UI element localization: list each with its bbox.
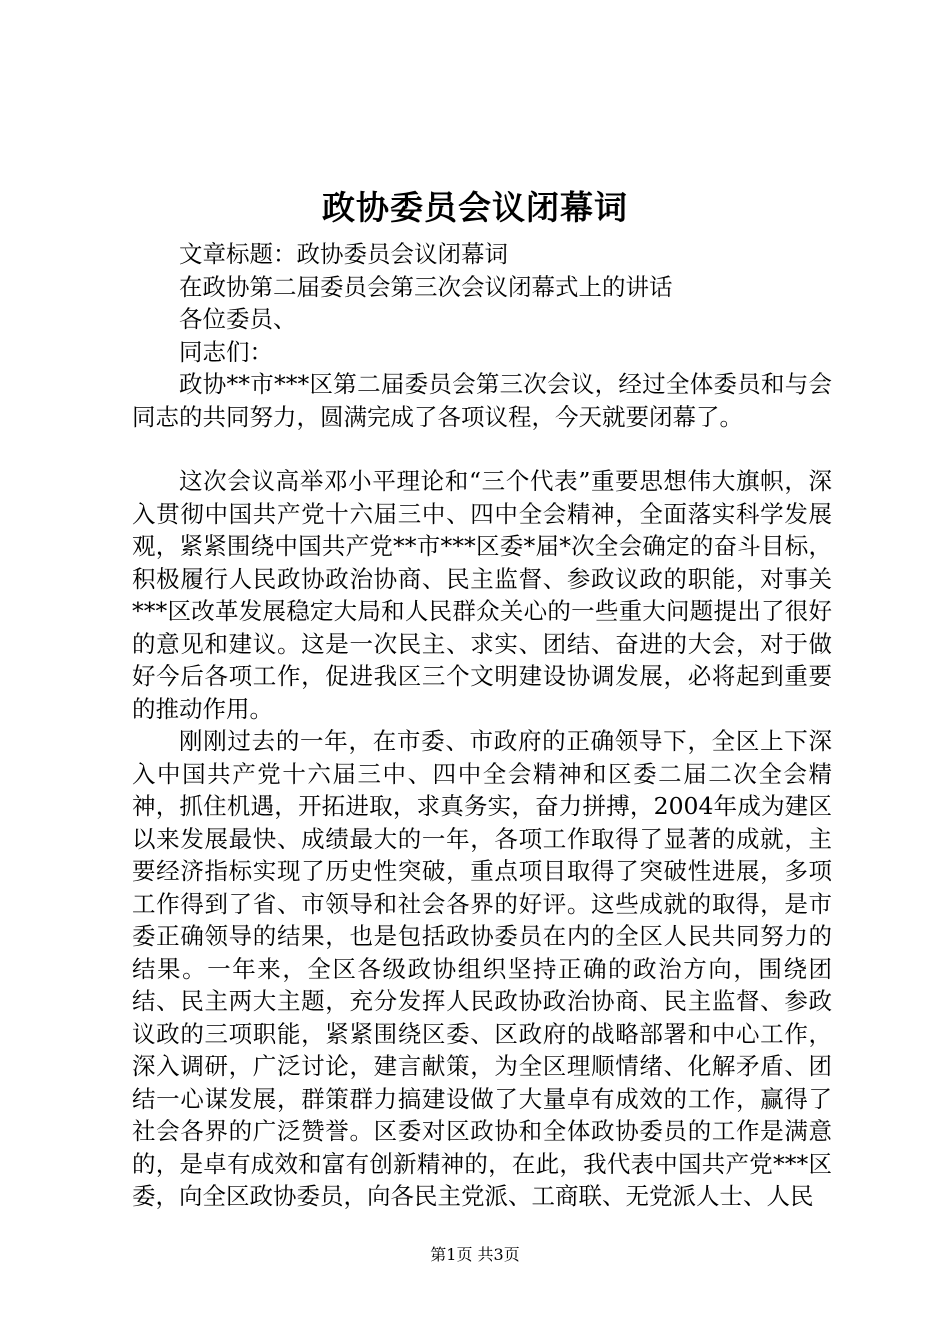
document-title: 政协委员会议闭幕词 <box>322 188 628 227</box>
article-title-line: 文章标题：政协委员会议闭幕词 <box>179 240 508 268</box>
salutation-comrades: 同志们： <box>179 337 273 366</box>
page-number-footer: 第1页 共3页 <box>430 1245 520 1264</box>
paragraph-opening: 政协**市***区第二届委员会第三次会议，经过全体委员和与会同志的共同努力，圆满完成了各项议程，今天就要闭幕了。 <box>132 370 832 431</box>
document-body <box>132 238 832 1213</box>
paragraph-meeting-summary: 这次会议高举邓小平理论和“三个代表”重要思想伟大旗帜，深入贯彻中国共产党十六届三中、四中全会精神，全面落实科学发展观，紧紧围绕中国共产党**市***区委*届*次全会确定的奋斗目标，积极履行人民政协政治协商、民主监督、参政议政的职能，对事关***区改革发展稳定大局和人民群众关心的一些重大问题提出了很好的意见和建议。这是一次民主、求实、团结、奋进的大会，对于做好今后各项工作，促进我区三个文明建设协调发展，必将起到重要的推动作用。 <box>132 467 832 723</box>
paragraph-past-year: 刚刚过去的一年，在市委、市政府的正确领导下，全区上下深入中国共产党十六届三中、四中全会精神和区委二届二次全会精神，抓住机遇，开拓进取，求真务实，奋力拼搏，2004年成为建区以来发展最快、成绩最大的一年，各项工作取得了显著的成就，主要经济指标实现了历史性突破，重点项目取得了突破性进展，多项工作得到了省、市领导和社会各界的好评。这些成就的取得，是市委正确领导的结果，也是包括政协委员在内的全区人民共同努力的结果。一年来，全区各级政协组织坚持正确的政治方向，围绕团结、民主两大主题，充分发挥人民政协政治协商、民主监督、参政议政的三项职能，紧紧围绕区委、区政府的战略部署和中心工作，深入调研，广泛讨论，建言献策，为全区理顺情绪、化解矛盾、团结一心谋发展，群策群力搞建设做了大量卓有成效的工作，赢得了社会各界的广泛赞誉。区委对区政协和全体政协委员的工作是满意的，是卓有成效和富有创新精神的，在此，我代表中国共产党***区委，向全区政协委员，向各民主党派、工商联、无党派人士、人民 <box>132 727 832 1210</box>
speech-subtitle-line: 在政协第二届委员会第三次会议闭幕式上的讲话 <box>179 272 673 301</box>
salutation-members: 各位委员、 <box>179 305 297 333</box>
